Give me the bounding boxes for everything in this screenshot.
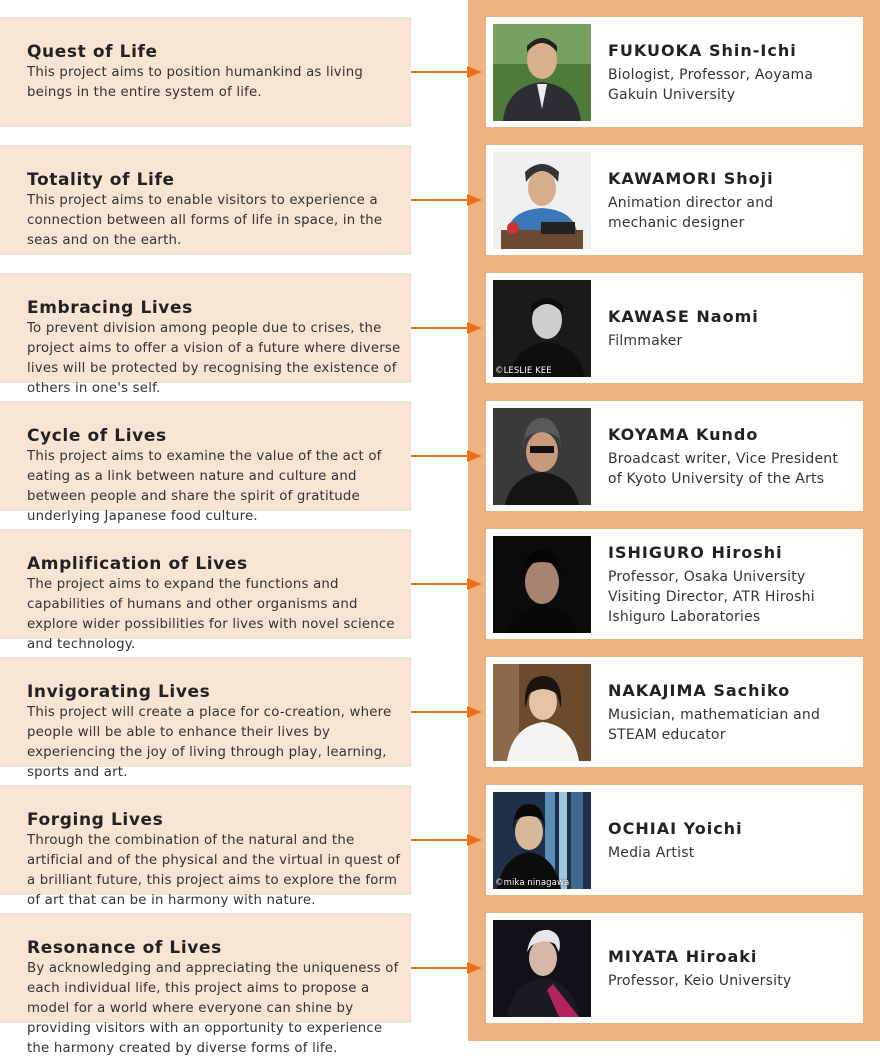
project-description: This project will create a place for co-creation, where people will be able to enhance their lives by experiencing the joy of living through play, learning, sports and art.	[27, 705, 392, 780]
producer-card	[486, 913, 863, 1023]
project-title: Quest of Life	[27, 42, 158, 62]
project-row	[0, 913, 880, 1056]
project-row	[0, 145, 880, 273]
project-title: Amplification of Lives	[27, 554, 248, 574]
producer-role: Biologist, Professor, Aoyama Gakuin University	[608, 66, 814, 103]
project-panel	[0, 785, 411, 908]
project-description: This project aims to enable visitors to experience a connection between all forms of life in space, in the seas and on the earth.	[27, 193, 383, 248]
producer-photo	[493, 920, 591, 1017]
arrow-right-icon	[411, 193, 483, 207]
arrow-right-icon	[411, 961, 483, 975]
project-panel	[0, 913, 411, 1056]
producer-name: KAWASE Naomi	[608, 306, 759, 326]
producer-role: Animation director and mechanic designer	[608, 194, 774, 231]
producer-info	[608, 785, 858, 895]
producer-card	[486, 273, 863, 383]
arrow-right-icon	[411, 449, 483, 463]
producer-name: ISHIGURO Hiroshi	[608, 542, 783, 562]
producer-name: NAKAJIMA Sachiko	[608, 680, 791, 700]
project-row	[0, 401, 880, 529]
project-row	[0, 657, 880, 785]
producer-role: Musician, mathematician and STEAM educator	[608, 706, 821, 743]
producer-name: OCHIAI Yoichi	[608, 818, 743, 838]
producer-info	[608, 17, 858, 127]
project-list	[0, 17, 880, 1056]
photo-credit: ©LESLIE KEE	[495, 366, 552, 376]
producer-info	[608, 657, 858, 767]
producer-name: KOYAMA Kundo	[608, 424, 759, 444]
project-panel	[0, 273, 411, 396]
producer-photo	[493, 664, 591, 761]
producer-role: Broadcast writer, Vice President of Kyoto University of the Arts	[608, 450, 839, 487]
project-panel	[0, 529, 411, 652]
producer-photo	[493, 792, 591, 889]
photo-credit: ©mika ninagawa	[495, 878, 570, 888]
producer-card	[486, 657, 863, 767]
arrow-right-icon	[411, 705, 483, 719]
producer-role: Professor, Keio University	[608, 972, 792, 989]
producer-info	[608, 913, 858, 1023]
producer-name: KAWAMORI Shoji	[608, 168, 774, 188]
project-title: Cycle of Lives	[27, 426, 167, 446]
project-description: This project aims to position humankind as living beings in the entire system of life.	[27, 65, 363, 100]
project-panel	[0, 401, 411, 524]
arrow-right-icon	[411, 321, 483, 335]
producer-photo	[493, 536, 591, 633]
project-description: This project aims to examine the value of the act of eating as a link between nature and culture and between people and share the spirit of gratitude underlying Japanese food culture.	[27, 449, 382, 524]
project-description: The project aims to expand the functions and capabilities of humans and other organisms and explore wider possibilities for lives with novel science and technology.	[27, 577, 395, 652]
arrow-right-icon	[411, 65, 483, 79]
producer-name: MIYATA Hiroaki	[608, 946, 758, 966]
producer-info	[608, 145, 858, 255]
producer-card	[486, 529, 863, 639]
project-title: Totality of Life	[27, 170, 175, 190]
project-title: Invigorating Lives	[27, 682, 211, 702]
producer-photo	[493, 280, 591, 377]
producer-card	[486, 145, 863, 255]
producer-info	[608, 273, 858, 383]
producer-role: Filmmaker	[608, 332, 683, 349]
producer-info	[608, 401, 858, 511]
arrow-right-icon	[411, 577, 483, 591]
producer-photo	[493, 24, 591, 121]
project-description: Through the combination of the natural and the artificial and of the physical and the virtual in quest of a brilliant future, this project aims to explore the form of art that can be in harmony with nature.	[27, 833, 401, 908]
producer-photo	[493, 408, 591, 505]
project-title: Resonance of Lives	[27, 938, 222, 958]
project-row	[0, 273, 880, 401]
project-description: By acknowledging and appreciating the uniqueness of each individual life, this project aims to propose a model for a world where everyone can shine by providing visitors with an opportunity to experience the harmony created by diverse forms of life.	[27, 961, 399, 1056]
producer-role: Professor, Osaka University Visiting Director, ATR Hiroshi Ishiguro Laboratories	[608, 568, 815, 625]
project-panel	[0, 145, 411, 255]
project-row	[0, 17, 880, 145]
project-panel	[0, 657, 411, 780]
arrow-right-icon	[411, 833, 483, 847]
producer-photo	[493, 152, 591, 249]
producer-name: FUKUOKA Shin-Ichi	[608, 40, 797, 60]
project-description: To prevent division among people due to crises, the project aims to offer a vision of a future where diverse lives will be protected by recognising the existence of others in one's self.	[27, 321, 401, 396]
producer-card	[486, 17, 863, 127]
producer-role: Media Artist	[608, 844, 695, 861]
project-row	[0, 785, 880, 913]
producer-card	[486, 785, 863, 895]
project-row	[0, 529, 880, 657]
project-title: Embracing Lives	[27, 298, 193, 318]
producer-card	[486, 401, 863, 511]
project-panel	[0, 17, 411, 127]
producer-info	[608, 529, 858, 639]
project-title: Forging Lives	[27, 810, 164, 830]
